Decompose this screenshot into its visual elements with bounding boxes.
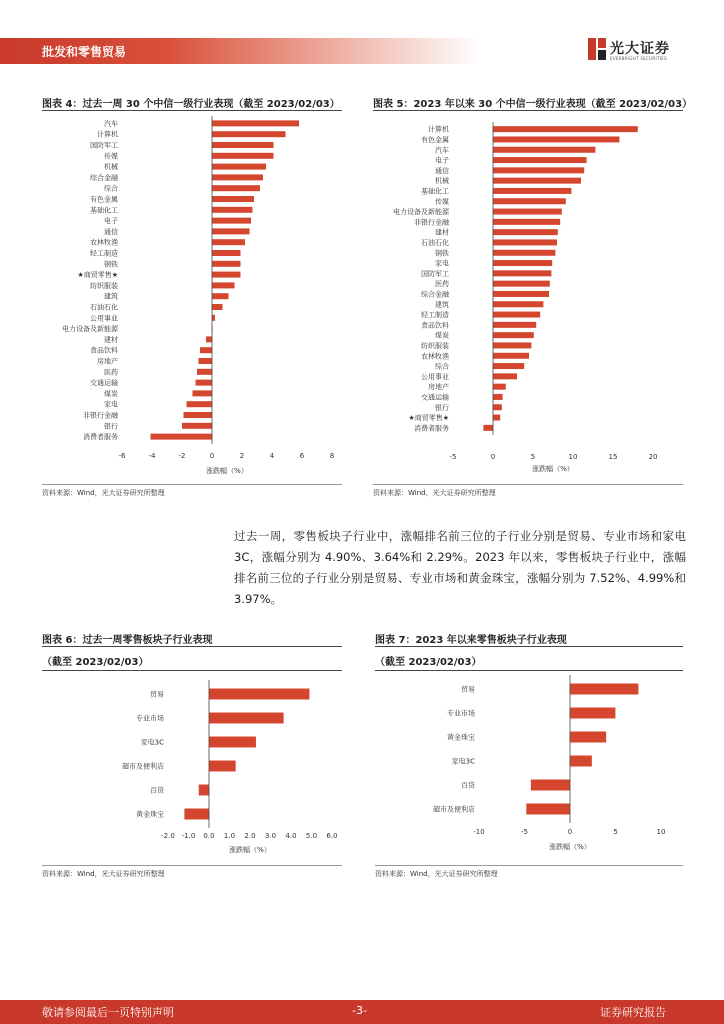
fig7-x-tick-label: 0	[567, 828, 573, 836]
fig7-chart	[375, 672, 683, 862]
fig4-category-label: 农林牧渔	[90, 238, 118, 247]
fig6-x-tick-label: 5.0	[305, 832, 318, 840]
fig4-bar	[200, 347, 212, 353]
fig5-x-tick-label: -5	[449, 453, 457, 461]
fig4-category-label: 食品饮料	[90, 346, 118, 355]
fig4-category-label: 医药	[104, 368, 118, 377]
fig4-category-label: 银行	[104, 422, 118, 431]
logo-subtext: EVERBRIGHT SECURITIES	[610, 56, 667, 61]
fig5-x-tick-label: 5	[530, 453, 536, 461]
fig5-category-label: 房地产	[428, 383, 449, 392]
fig4-category-label: 有色金属	[90, 195, 118, 204]
fig5-bar	[493, 353, 529, 359]
fig7-bar	[570, 756, 592, 767]
fig4-category-label: 计算机	[97, 130, 118, 139]
fig7-title: 图表 7：2023 年以来零售板块子行业表现	[375, 635, 567, 646]
fig5-bar	[493, 332, 534, 338]
fig5-bottom-rule	[373, 484, 683, 485]
fig4-source: 资料来源：Wind，光大证券研究所整理	[42, 489, 165, 497]
fig7-sub-rule	[375, 670, 683, 671]
fig4-x-tick-label: -6	[118, 452, 126, 460]
fig4-bar	[212, 196, 254, 202]
fig6-subtitle: （截至 2023/02/03）	[42, 657, 149, 668]
fig5-bar	[493, 167, 584, 173]
fig7-bottom-rule	[375, 865, 683, 866]
fig7-source: 资料来源：Wind，光大证券研究所整理	[375, 870, 498, 878]
fig5-chart	[373, 112, 683, 482]
fig5-category-label: 非银行金融	[414, 218, 449, 227]
fig5-bar	[493, 373, 517, 379]
fig5-category-label: 医药	[435, 280, 449, 289]
page-footer	[0, 1000, 724, 1024]
fig6-title: 图表 6：过去一周零售板块子行业表现	[42, 635, 213, 646]
fig4-category-label: 钢铁	[104, 260, 118, 269]
fig4-x-tick-label: 6	[299, 452, 305, 460]
fig6-bar	[209, 737, 256, 748]
fig4-category-label: 家电	[104, 400, 118, 409]
fig7-bar	[531, 780, 570, 791]
header-banner	[0, 38, 480, 64]
fig5-category-label: 计算机	[428, 125, 449, 134]
fig5-category-label: 国防军工	[421, 269, 449, 278]
fig6-x-tick-label: 1.0	[223, 832, 236, 840]
fig4-bar	[212, 250, 241, 256]
fig5-x-tick-label: 15	[608, 453, 618, 461]
fig4-bar	[182, 423, 212, 429]
fig4-bar	[212, 164, 266, 170]
fig4-category-label: 轻工制造	[90, 249, 118, 258]
fig6-x-tick-label: 3.0	[264, 832, 277, 840]
fig4-bar	[212, 261, 241, 267]
fig4-category-label: 综合	[104, 184, 118, 193]
fig4-bar	[206, 336, 212, 342]
fig4-bar	[212, 272, 241, 278]
fig6-category-label: 黄金珠宝	[136, 810, 164, 819]
fig5-category-label: 机械	[435, 177, 449, 186]
logo-text: 光大证券	[610, 41, 670, 57]
fig4-category-label: 国防军工	[90, 141, 118, 150]
fig4-bar	[212, 185, 260, 191]
fig6-x-tick-label: -1.0	[181, 832, 196, 840]
fig7-category-label: 百货	[461, 781, 475, 790]
fig5-bar	[493, 229, 558, 235]
fig7-bar	[570, 708, 615, 719]
fig4-category-label: 纺织服装	[90, 281, 118, 290]
fig4-x-tick-label: -2	[178, 452, 186, 460]
fig5-bar	[493, 312, 540, 318]
fig4-bar	[193, 390, 213, 396]
fig6-category-label: 超市及便利店	[122, 762, 164, 771]
fig7-category-label: 贸易	[461, 685, 475, 694]
fig4-category-label: 机械	[104, 163, 118, 172]
fig7-bar	[570, 684, 638, 695]
fig4-category-label: ★商贸零售★	[77, 271, 118, 280]
fig7-x-tick-label: -5	[521, 828, 528, 836]
fig4-chart	[42, 112, 342, 482]
fig7-bar	[526, 804, 570, 815]
fig4-category-label: 基础化工	[90, 206, 118, 215]
fig5-bar	[493, 250, 555, 256]
fig6-x-axis-label: 涨跌幅（%）	[229, 846, 271, 854]
fig4-bar	[151, 434, 213, 440]
fig7-x-tick-label: 5	[613, 828, 618, 836]
fig4-category-label: 非银行金融	[83, 411, 118, 420]
fig6-category-label: 百货	[150, 786, 164, 795]
fig6-category-label: 家电3C	[140, 738, 164, 747]
fig5-bar	[493, 178, 581, 184]
fig6-x-tick-label: -2.0	[161, 832, 175, 840]
fig4-category-label: 传媒	[104, 152, 118, 161]
fig7-subtitle: （截至 2023/02/03）	[375, 657, 482, 668]
page-number: -3-	[352, 1004, 367, 1017]
fig5-bar	[483, 425, 493, 431]
fig4-bar	[212, 282, 235, 288]
fig4-category-label: 煤炭	[104, 389, 118, 398]
fig4-bar	[199, 358, 213, 364]
fig6-bar	[199, 785, 209, 796]
fig5-category-label: 石油石化	[421, 238, 449, 247]
fig5-category-label: 建筑	[435, 300, 449, 309]
fig6-bar	[209, 689, 309, 700]
fig6-category-label: 贸易	[150, 690, 164, 699]
fig5-x-tick-label: 20	[648, 453, 658, 461]
fig6-chart	[42, 672, 342, 862]
fig4-x-tick-label: 0	[209, 452, 215, 460]
fig4-category-label: 消费者服务	[83, 433, 118, 442]
fig4-category-label: 汽车	[104, 119, 118, 128]
fig7-category-label: 黄金珠宝	[447, 733, 475, 742]
fig4-category-label: 电子	[104, 217, 118, 226]
fig5-category-label: 基础化工	[421, 187, 449, 196]
fig6-bar	[209, 713, 284, 724]
fig5-bar	[493, 342, 531, 348]
fig5-bar	[493, 126, 638, 132]
fig5-category-label: 综合	[435, 362, 449, 371]
fig7-x-tick-label: -10	[473, 828, 485, 836]
fig5-category-label: 家电	[435, 259, 449, 268]
fig4-bar	[212, 174, 263, 180]
fig5-bar	[493, 198, 566, 204]
fig5-bar	[493, 291, 549, 297]
fig4-title: 图表 4：过去一周 30 个中信一级行业表现（截至 2023/02/03）	[42, 99, 340, 110]
fig6-top-rule	[42, 646, 342, 647]
fig4-bar	[212, 142, 274, 148]
fig4-top-rule	[42, 110, 342, 111]
fig4-category-label: 房地产	[97, 357, 118, 366]
fig4-bottom-rule	[42, 484, 342, 485]
fig6-x-tick-label: 2.0	[244, 832, 256, 840]
fig4-category-label: 公用事业	[90, 314, 118, 323]
fig7-category-label: 专业市场	[447, 709, 475, 718]
fig4-category-label: 石油石化	[90, 303, 118, 312]
fig5-category-label: 消费者服务	[414, 424, 449, 433]
fig4-bar	[212, 207, 253, 213]
fig5-bar	[493, 219, 560, 225]
fig4-bar	[212, 293, 229, 299]
fig6-bar	[184, 809, 209, 820]
fig5-category-label: 银行	[435, 403, 449, 412]
fig4-category-label: 通信	[104, 227, 118, 236]
fig6-x-tick-label: 6.0	[326, 832, 338, 840]
fig5-bar	[493, 270, 551, 276]
fig4-bar	[184, 412, 213, 418]
fig7-bar	[570, 732, 606, 743]
fig5-bar	[493, 147, 595, 153]
fig5-bar	[493, 260, 552, 266]
fig7-category-label: 家电3C	[451, 757, 475, 766]
fig5-category-label: 建材	[435, 228, 449, 237]
fig5-bar	[493, 415, 500, 421]
fig5-bar	[493, 281, 550, 287]
fig6-category-label: 专业市场	[136, 714, 164, 723]
fig4-bar	[187, 401, 213, 407]
fig4-category-label: 电力设备及新能源	[62, 325, 118, 334]
fig4-x-axis-label: 涨跌幅（%）	[206, 467, 248, 475]
fig6-x-tick-label: 0.0	[203, 832, 215, 840]
fig5-x-axis-label: 涨跌幅（%）	[532, 465, 574, 473]
fig5-bar	[493, 384, 506, 390]
fig5-category-label: 有色金属	[421, 135, 449, 144]
fig4-category-label: 交通运输	[90, 379, 118, 388]
fig5-bar	[493, 188, 571, 194]
fig5-source: 资料来源：Wind，光大证券研究所整理	[373, 489, 496, 497]
fig5-category-label: 食品饮料	[421, 321, 449, 330]
summary-paragraph: 过去一周，零售板块子行业中，涨幅排名前三位的子行业分别是贸易、专业市场和家电 3C，涨幅分别为 4.90%、3.64%和 2.29%。2023 年以来，零售板块子行业中，涨幅排名前三位的子行业分别是贸易、专业市场和黄金珠宝，涨幅分别为 7.52%、4.99%和 3.97%。	[234, 529, 686, 606]
fig4-x-tick-label: -4	[148, 452, 156, 460]
fig4-x-tick-label: 8	[329, 452, 335, 460]
fig4-bar	[212, 239, 245, 245]
fig5-category-label: 交通运输	[421, 393, 449, 402]
fig5-category-label: 煤炭	[435, 331, 449, 340]
fig5-bar	[493, 404, 502, 410]
fig5-category-label: 通信	[435, 166, 449, 175]
company-logo	[588, 36, 688, 66]
fig4-bar	[212, 131, 286, 137]
fig4-category-label: 建材	[104, 335, 118, 344]
fig6-x-tick-label: 4.0	[285, 832, 297, 840]
fig5-bar	[493, 157, 587, 163]
fig5-bar	[493, 301, 543, 307]
logo-mark-icon	[588, 38, 606, 60]
fig6-bar	[209, 761, 236, 772]
fig4-bar	[212, 304, 223, 310]
fig7-x-tick-label: 10	[656, 828, 666, 836]
fig5-top-rule	[373, 110, 683, 111]
fig4-category-label: 建筑	[104, 292, 118, 301]
fig5-category-label: 钢铁	[435, 249, 449, 258]
fig5-title: 图表 5：2023 年以来 30 个中信一级行业表现（截至 2023/02/03）	[373, 99, 693, 110]
fig4-bar	[212, 120, 299, 126]
fig5-x-tick-label: 10	[568, 453, 578, 461]
fig4-bar	[212, 218, 251, 224]
fig7-x-axis-label: 涨跌幅（%）	[549, 843, 591, 851]
fig4-x-tick-label: 4	[269, 452, 275, 460]
fig4-bar	[212, 315, 215, 321]
footer-disclaimer: 敬请参阅最后一页特别声明	[42, 1006, 174, 1019]
fig6-source: 资料来源：Wind，光大证券研究所整理	[42, 870, 165, 878]
fig6-sub-rule	[42, 670, 342, 671]
fig4-bar	[197, 369, 212, 375]
fig5-category-label: 综合金融	[421, 290, 449, 299]
fig5-bar	[493, 136, 619, 142]
fig5-bar	[493, 209, 562, 215]
fig6-bottom-rule	[42, 865, 342, 866]
fig5-bar	[493, 322, 536, 328]
fig7-category-label: 超市及便利店	[433, 805, 475, 814]
fig5-category-label: 纺织服装	[421, 341, 449, 350]
fig5-category-label: 轻工制造	[421, 311, 449, 320]
fig5-bar	[493, 394, 503, 400]
fig5-bar	[493, 239, 557, 245]
fig4-bar	[212, 228, 250, 234]
fig5-category-label: 电子	[435, 156, 449, 165]
section-title: 批发和零售贸易	[42, 45, 127, 59]
fig4-category-label: 综合金融	[90, 173, 118, 182]
fig4-x-tick-label: 2	[239, 452, 245, 460]
fig5-x-tick-label: 0	[490, 453, 496, 461]
fig5-bar	[493, 363, 524, 369]
fig5-category-label: 农林牧渔	[421, 352, 449, 361]
fig5-category-label: 公用事业	[421, 372, 449, 381]
fig4-bar	[196, 380, 213, 386]
fig5-category-label: 汽车	[435, 146, 449, 155]
fig4-bar	[212, 153, 274, 159]
fig5-category-label: 电力设备及新能源	[393, 208, 449, 217]
fig7-top-rule	[375, 646, 683, 647]
fig5-category-label: ★商贸零售★	[408, 414, 449, 423]
footer-report-type: 证券研究报告	[600, 1006, 666, 1019]
fig5-category-label: 传媒	[435, 197, 449, 206]
